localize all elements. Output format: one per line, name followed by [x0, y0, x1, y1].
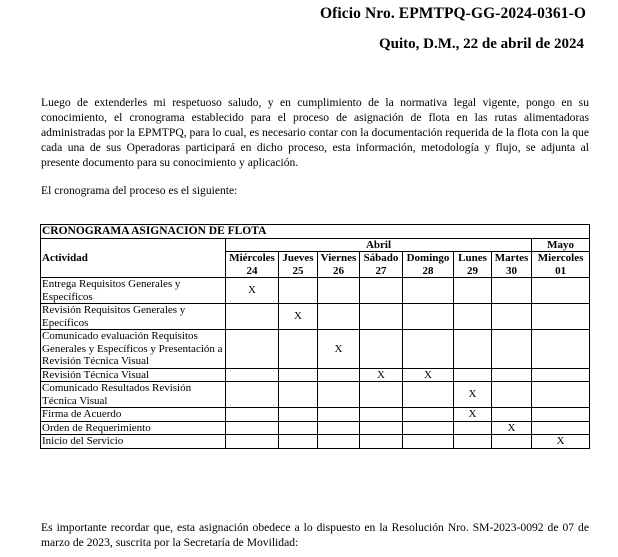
schedule-cell: [318, 408, 360, 422]
closing-paragraph: Es importante recordar que, esta asignación obedece a lo dispuesto en la Resolución Nro. SM-2023-0092 de 07 de marzo de 2023, suscrita por la Secretaría de Movilidad:: [41, 521, 589, 549]
schedule-mark: X: [279, 304, 318, 330]
schedule-cell: [226, 304, 279, 330]
schedule-cell: [532, 304, 590, 330]
schedule-cell: [532, 278, 590, 304]
day-header: [403, 252, 454, 278]
day-weekday: Miércoles: [229, 252, 275, 264]
schedule-cell: [532, 421, 590, 435]
day-weekday: Miercoles: [537, 252, 584, 264]
schedule-row: [41, 304, 590, 330]
schedule-cell: [403, 278, 454, 304]
schedule-cell: [279, 435, 318, 449]
schedule-cell: [403, 382, 454, 408]
day-weekday: Lunes: [458, 252, 487, 264]
schedule-cell: [492, 278, 532, 304]
day-header: [279, 252, 318, 278]
day-header: [318, 252, 360, 278]
day-header: [454, 252, 492, 278]
document-place-date: Quito, D.M., 22 de abril de 2024: [379, 36, 584, 52]
intro-paragraph: Luego de extenderles mi respetuoso saludo, y en cumplimiento de la normativa legal vigente, pongo en su conocimiento, el cronograma establecido para el proceso de asignación de flota en las rutas alimentadoras administradas por la EPMTPQ, para lo cual, es necesario contar con la documentación requerida de la flota con la que cada una de sus Operadoras participará en dicho proceso, esta información, metodología y flujo, se adjunta al presente documento para su conocimiento y aplicación.: [41, 96, 589, 169]
schedule-cell: [360, 278, 403, 304]
activity-cell: Revisión Requisitos Generales y Epecíficos: [41, 304, 226, 330]
activity-cell: Entrega Requisitos Generales y Específicos: [41, 278, 226, 304]
schedule-cell: [360, 304, 403, 330]
activity-cell: Orden de Requerimiento: [41, 421, 226, 435]
activity-cell: Revisión Técnica Visual: [41, 368, 226, 382]
schedule-cell: [492, 435, 532, 449]
schedule-cell: [226, 408, 279, 422]
schedule-mark: X: [360, 368, 403, 382]
day-weekday: Martes: [494, 252, 529, 264]
schedule-row: [41, 330, 590, 369]
activity-cell: Comunicado evaluación Requisitos Generales y Específicos y Presentación a Revisión Técnica Visual: [41, 330, 226, 369]
schedule-cell: [226, 435, 279, 449]
schedule-cell: [454, 368, 492, 382]
schedule-cell: [318, 435, 360, 449]
document-reference-number: Oficio Nro. EPMTPQ-GG-2024-0361-O: [319, 5, 586, 22]
schedule-cell: [279, 382, 318, 408]
schedule-mark: X: [454, 382, 492, 408]
schedule-cell: [226, 421, 279, 435]
schedule-row: [41, 421, 590, 435]
schedule-mark: X: [226, 278, 279, 304]
day-date: 01: [555, 264, 567, 277]
schedule-cell: [279, 330, 318, 369]
schedule-cell: [226, 330, 279, 369]
schedule-cell: [532, 408, 590, 422]
schedule-mark: X: [318, 330, 360, 369]
schedule-mark: X: [532, 435, 590, 449]
schedule-cell: [318, 382, 360, 408]
day-date: 30: [506, 264, 517, 277]
schedule-cell: [532, 368, 590, 382]
schedule-cell: [492, 304, 532, 330]
activity-cell: Inicio del Servicio: [41, 435, 226, 449]
schedule-cell: [360, 421, 403, 435]
day-header: [532, 252, 590, 278]
schedule-cell: [403, 304, 454, 330]
schedule-row: [41, 278, 590, 304]
schedule-title: CRONOGRAMA ASIGNACIÓN DE FLOTA: [41, 225, 590, 239]
schedule-cell: [454, 435, 492, 449]
day-date: 28: [422, 264, 434, 277]
schedule-cell: [492, 330, 532, 369]
schedule-cell: [318, 278, 360, 304]
day-date: 27: [375, 264, 387, 277]
schedule-mark: X: [454, 408, 492, 422]
day-date: 29: [467, 264, 478, 277]
day-header: [492, 252, 532, 278]
day-weekday: Sábado: [363, 252, 399, 264]
day-weekday: Jueves: [282, 252, 314, 264]
schedule-cell: [532, 382, 590, 408]
schedule-cell: [403, 408, 454, 422]
schedule-cell: [360, 408, 403, 422]
activity-cell: Firma de Acuerdo: [41, 408, 226, 422]
schedule-cell: [360, 382, 403, 408]
schedule-mark: X: [492, 421, 532, 435]
schedule-cell: [360, 435, 403, 449]
schedule-cell: [492, 382, 532, 408]
activity-column-header: Actividad: [41, 238, 226, 278]
schedule-cell: [403, 421, 454, 435]
activity-cell: Comunicado Resultados Revisión Técnica Visual: [41, 382, 226, 408]
schedule-table: [40, 224, 590, 449]
schedule-cell: [226, 382, 279, 408]
schedule-cell: [492, 368, 532, 382]
day-weekday: Domingo: [406, 252, 450, 264]
schedule-month-row: [41, 238, 590, 252]
schedule-cell: [318, 421, 360, 435]
schedule-cell: [279, 368, 318, 382]
day-date: 24: [246, 264, 258, 277]
schedule-cell: [360, 330, 403, 369]
schedule-cell: [403, 330, 454, 369]
day-date: 26: [333, 264, 344, 277]
day-header: [226, 252, 279, 278]
schedule-intro-paragraph: El cronograma del proceso es el siguiente:: [41, 184, 238, 197]
schedule-title-row: [41, 225, 590, 239]
schedule-row: [41, 382, 590, 408]
schedule-cell: [403, 435, 454, 449]
month-header: Mayo: [532, 238, 590, 252]
schedule-row: [41, 408, 590, 422]
schedule-cell: [492, 408, 532, 422]
schedule-cell: [279, 421, 318, 435]
schedule-cell: [454, 278, 492, 304]
day-date: 25: [292, 264, 304, 277]
day-weekday: Viernes: [320, 252, 357, 264]
day-header: [360, 252, 403, 278]
schedule-cell: [279, 278, 318, 304]
month-header: Abril: [226, 238, 532, 252]
schedule-cell: [454, 304, 492, 330]
schedule-cell: [454, 330, 492, 369]
schedule-mark: X: [403, 368, 454, 382]
schedule-cell: [318, 368, 360, 382]
schedule-row: [41, 435, 590, 449]
schedule-cell: [532, 330, 590, 369]
schedule-cell: [279, 408, 318, 422]
schedule-cell: [318, 304, 360, 330]
schedule-cell: [454, 421, 492, 435]
schedule-cell: [226, 368, 279, 382]
schedule-row: [41, 368, 590, 382]
